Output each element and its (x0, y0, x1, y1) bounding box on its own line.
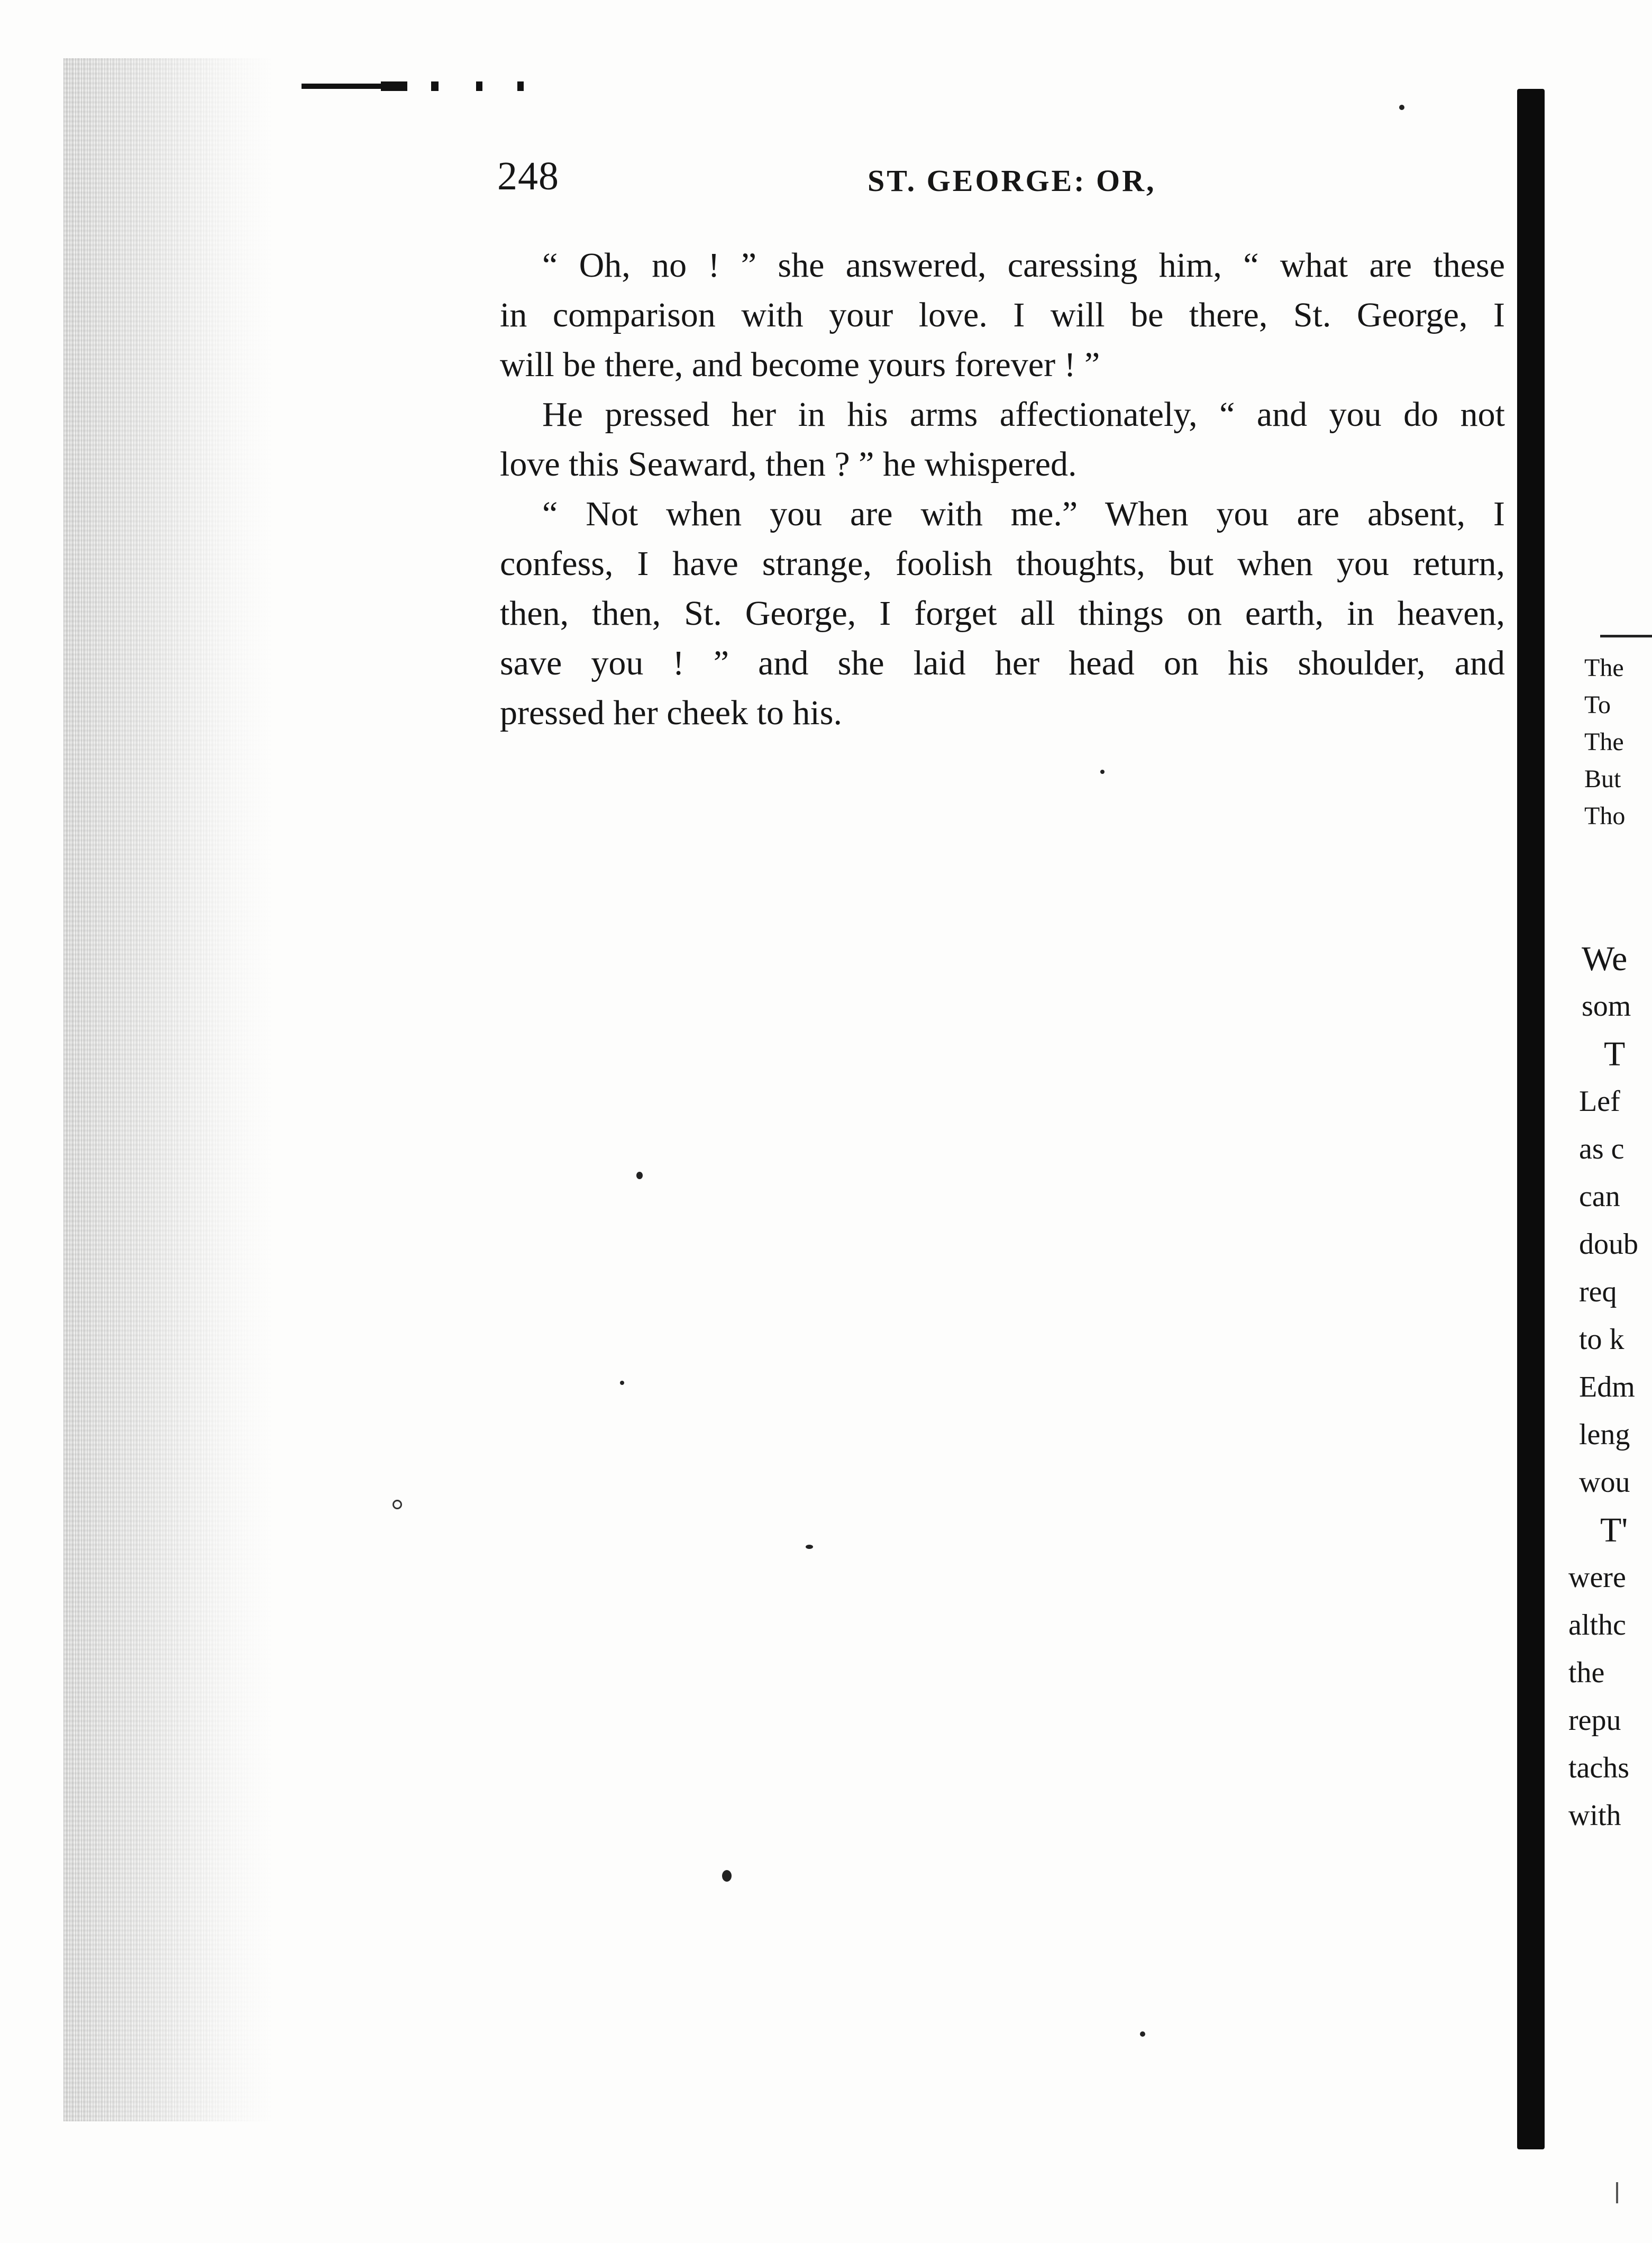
page-number: 248 (497, 154, 559, 198)
next-page-line: as c (1579, 1133, 1624, 1165)
next-page-line: wou (1579, 1466, 1630, 1499)
text-line: confess, I have strange, foolish thoughts, but when you return, (500, 544, 1505, 583)
next-page-line: The (1584, 728, 1624, 756)
scan-speck (1616, 2182, 1618, 2203)
scan-binding-edge (63, 58, 275, 2121)
scan-speck (1100, 770, 1105, 774)
next-page-line: repu (1568, 1704, 1621, 1737)
next-page-line: We (1582, 940, 1628, 978)
text-line: “ Not when you are with me.” When you are absent, I (542, 495, 1505, 533)
text-line: save you ! ” and she laid her head on his shoulder, and (500, 644, 1505, 682)
text-line: pressed her cheek to his. (500, 694, 842, 732)
next-page-line: tachs (1568, 1752, 1630, 1784)
text-line: He pressed her in his arms affectionately, “ and you do not (542, 395, 1505, 434)
body-text (500, 241, 1505, 738)
next-page-line: were (1568, 1561, 1626, 1594)
next-page-line: the (1568, 1656, 1605, 1689)
next-page-line: To (1584, 691, 1611, 719)
next-page-line: Lef (1579, 1085, 1620, 1118)
next-page-line: can (1579, 1180, 1620, 1213)
text-line: in comparison with your love. I will be there, St. George, I (500, 296, 1505, 334)
next-page-line: doub (1579, 1228, 1638, 1261)
scan-top-marks (302, 79, 513, 95)
scan-speck (722, 1870, 732, 1882)
text-line: will be there, and become yours forever ! ” (500, 345, 1100, 384)
next-page-fragment (1566, 0, 1652, 2243)
text-line: “ Oh, no ! ” she answered, caressing him, “ what are these (542, 246, 1505, 285)
scan-speck (1140, 2031, 1145, 2037)
next-page-line: req (1579, 1275, 1617, 1308)
next-page-line: T (1604, 1035, 1626, 1073)
text-line: love this Seaward, then ? ” he whispered. (500, 445, 1077, 484)
scan-speck (620, 1381, 624, 1385)
gutter-shadow (1517, 89, 1545, 2149)
next-page-line: leng (1579, 1418, 1630, 1451)
next-page-line: althc (1568, 1609, 1626, 1642)
next-page-line: with (1568, 1799, 1621, 1832)
text-line: then, then, St. George, I forget all things on earth, in heaven, (500, 594, 1505, 633)
next-page-line: to k (1579, 1323, 1624, 1356)
next-page-line: But (1584, 765, 1621, 793)
scan-speck (393, 1500, 402, 1509)
running-head-title: ST. GEORGE: OR, (868, 163, 1156, 198)
next-page-line: Edm (1579, 1371, 1635, 1403)
next-page-line: Tho (1584, 802, 1626, 830)
scan-speck (636, 1172, 643, 1179)
next-page-line: som (1582, 990, 1631, 1023)
scan-speck (806, 1545, 813, 1549)
scan-speck (1399, 105, 1404, 110)
next-page-line: T' (1600, 1511, 1628, 1549)
running-head (497, 153, 1502, 206)
next-page-line: The (1584, 654, 1624, 682)
